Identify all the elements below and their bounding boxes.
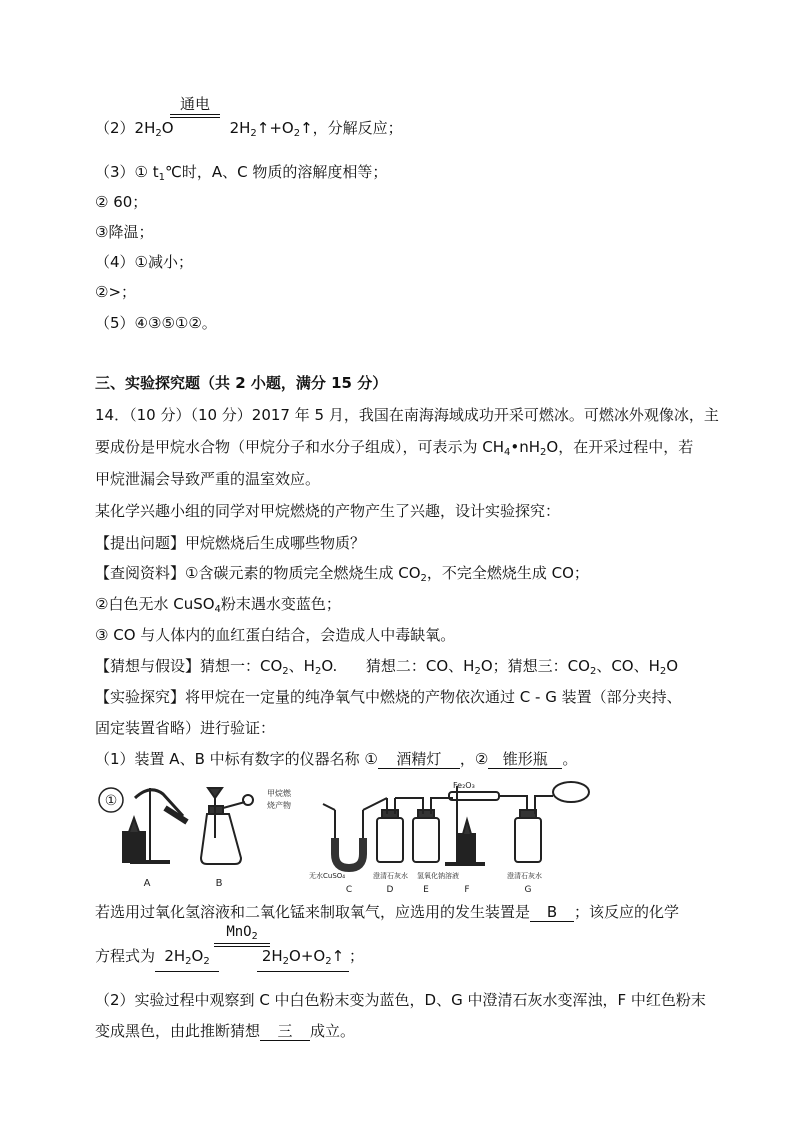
q14-intro-3: 甲烷泄漏会导致严重的温室效应。 — [95, 470, 321, 488]
section-heading: 三、实验探究题（共 2 小题，满分 15 分） — [95, 374, 388, 392]
label-g: G — [524, 885, 532, 895]
note-e: 氢氧化钠溶液 — [417, 872, 459, 880]
q14-hypothesis: 【猜想与假设】猜想一：$CO_2$、$H_2O$. 猜想二：CO、$H_2O$；猜想三：$CO_2$、CO、$H_2O$ — [95, 657, 679, 677]
answer-3-3: ③降温； — [95, 223, 154, 241]
q14-reference-1: 【查阅资料】①含碳元素的物质完全燃烧生成 $CO_2$，不完全燃烧生成 CO； — [95, 564, 589, 584]
note-c: 无水CuSO₄ — [309, 872, 346, 880]
q14-explore-1: 【实验探究】将甲烷在一定量的纯净氧气中燃烧的产物依次通过 C - G 装置（部分夹持、 — [95, 688, 682, 706]
label-a: A — [143, 878, 151, 889]
apparatus-a — [123, 788, 187, 862]
apparatus-figure — [95, 778, 715, 896]
answer-3-1: （3）① $t_1℃$时，A、C 物质的溶解度相等； — [95, 163, 388, 183]
catalyst-condition: MnO$_2$ — [214, 924, 270, 945]
apparatus-g — [515, 782, 589, 862]
answer-4-1: （4）①减小； — [95, 253, 193, 271]
answer-blank-3: B — [530, 903, 574, 922]
label-b: B — [215, 878, 223, 889]
q14-equation: 方程式为 $2H_2O_2$ $2H_2O+O_2↑$ ； — [95, 946, 364, 972]
q14-explore-2: 固定装置省略）进行验证： — [95, 719, 276, 737]
label-f: F — [464, 885, 470, 895]
label-circle-1: ① — [104, 793, 118, 809]
answer-4-2: ②>； — [95, 283, 137, 301]
q14-intro-2: 要成份是甲烷水合物（甲烷分子和水分子组成），可表示为 $CH_4•nH_2O$，在开采过程中，若 — [95, 438, 694, 458]
q14-reference-3: ③ CO 与人体内的血红蛋白结合，会造成人中毒缺氧。 — [95, 626, 456, 644]
apparatus-b — [201, 788, 253, 864]
answer-blank-1: 酒精灯 — [378, 750, 460, 769]
label-d: D — [386, 885, 394, 895]
note-d: 澄清石灰水 — [373, 872, 408, 880]
label-inlet-2: 烧产物 — [267, 801, 291, 810]
answer-blank-2: 锥形瓶 — [488, 750, 562, 769]
q14-part-2-1: （2）实验过程中观察到 C 中白色粉末变为蓝色，D、G 中澄清石灰水变浑浊，F 中红色粉末 — [95, 991, 706, 1009]
answer-blank-4: 三 — [260, 1022, 310, 1041]
label-c: C — [345, 885, 353, 895]
apparatus-d — [377, 798, 403, 862]
label-e: E — [423, 885, 429, 895]
q14-part-2-2: 变成黑色，由此推断猜想 三 成立。 — [95, 1022, 356, 1040]
q14-question: 【提出问题】甲烷燃烧后生成哪些物质？ — [95, 534, 366, 552]
q14-intro-1: 14．（10 分）（10 分）2017 年 5 月，我国在南海海域成功开采可燃冰。可燃冰外观像冰，主 — [95, 406, 719, 424]
label-inlet-1: 甲烷燃 — [267, 789, 291, 798]
q14-intro-4: 某化学兴趣小组的同学对甲烷燃烧的产物产生了兴趣，设计实验探究： — [95, 502, 561, 520]
label-fe2o3: Fe₂O₃ — [453, 781, 475, 790]
note-g: 澄清石灰水 — [507, 872, 542, 880]
q14-reference-2: ②白色无水 CuSO$_4$粉末遇水变蓝色； — [95, 595, 341, 615]
answer-2-equation: $(2)2H_2O$ $2H_2↑+O_2↑$，分解反应； — [95, 119, 403, 139]
electrolysis-condition: 通电 — [170, 96, 220, 113]
answer-5: （5）④③⑤①②。 — [95, 314, 217, 332]
q14-part-1b: 若选用过氧化氢溶液和二氧化锰来制取氧气，应选用的发生装置是 B ；该反应的化学 — [95, 903, 680, 921]
q14-part-1: （1）装置 A、B 中标有数字的仪器名称 ① 酒精灯 ，② 锥形瓶 。 — [95, 750, 578, 768]
answer-3-2: ② 60； — [95, 193, 148, 211]
